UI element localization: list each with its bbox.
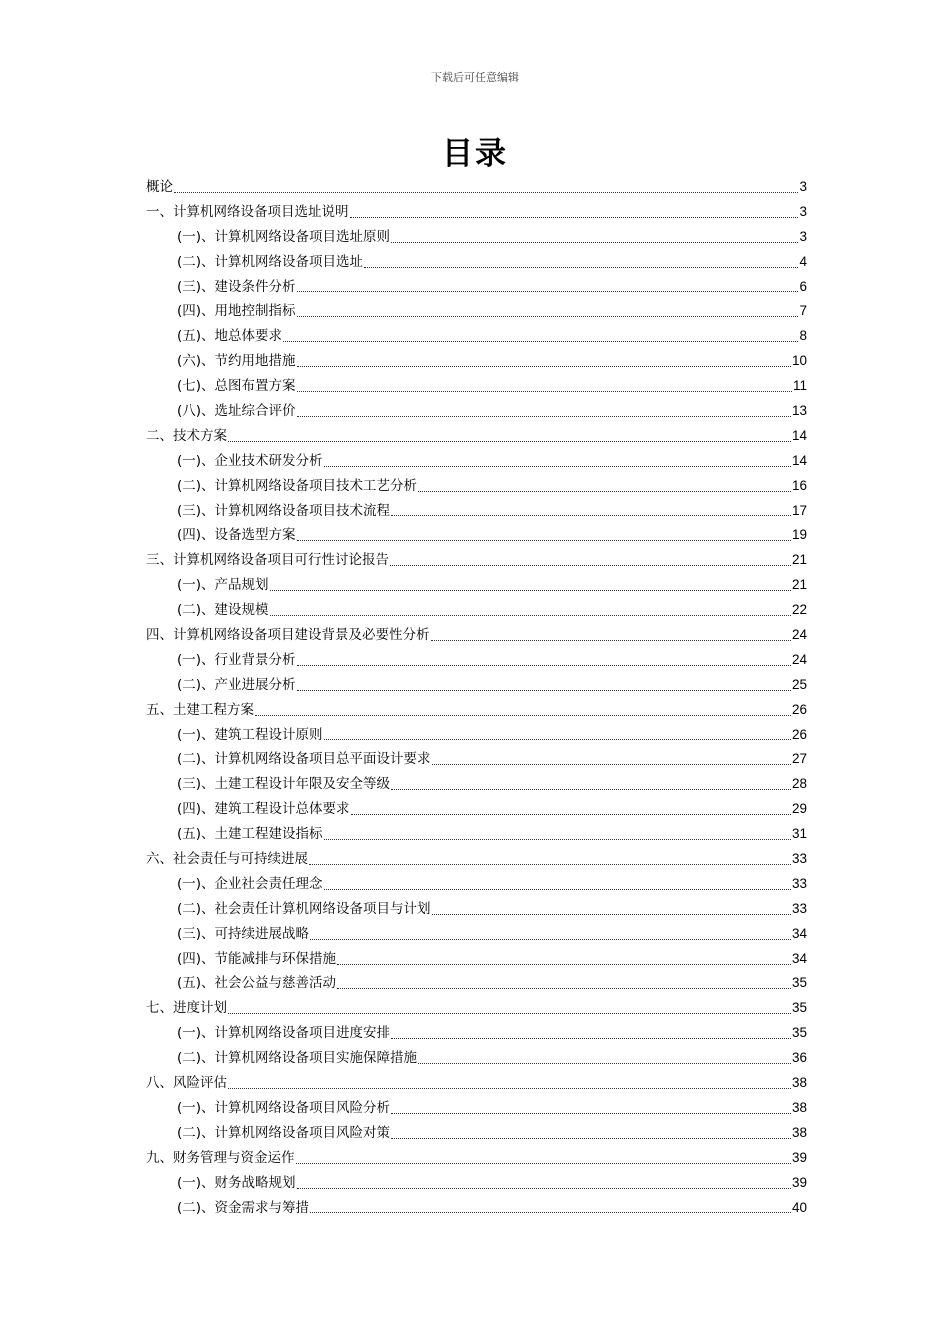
toc-entry-text: (二)、资金需求与筹措 bbox=[177, 1199, 310, 1216]
toc-page-number: 3 bbox=[799, 203, 807, 219]
toc-entry-text: 七、进度计划 bbox=[146, 1000, 227, 1017]
toc-entry-text: (五)、地总体要求 bbox=[177, 328, 283, 345]
toc-dot-leader bbox=[324, 466, 791, 467]
toc-entry[interactable] bbox=[146, 225, 807, 250]
toc-dot-leader bbox=[350, 217, 799, 218]
toc-entry-text: (六)、节约用地措施 bbox=[177, 353, 296, 370]
toc-dot-leader bbox=[296, 1163, 791, 1164]
toc-page-number: 35 bbox=[791, 1025, 807, 1041]
toc-dot-leader bbox=[297, 391, 792, 392]
toc-entry[interactable] bbox=[146, 772, 807, 797]
toc-entry-text: (二)、建设规模 bbox=[177, 602, 269, 619]
toc-entry[interactable] bbox=[146, 872, 807, 897]
toc-entry-text: 三、计算机网络设备项目可行性讨论报告 bbox=[146, 552, 389, 569]
toc-dot-leader bbox=[228, 441, 791, 442]
toc-entry-text: (五)、社会公益与慈善活动 bbox=[177, 975, 337, 992]
toc-dot-leader bbox=[324, 739, 791, 740]
toc-entry-text: 四、计算机网络设备项目建设背景及必要性分析 bbox=[146, 627, 430, 644]
toc-entry[interactable] bbox=[146, 797, 807, 822]
toc-page-number: 39 bbox=[791, 1149, 807, 1165]
toc-entry-text: (一)、计算机网络设备项目风险分析 bbox=[177, 1099, 391, 1116]
toc-page-number: 3 bbox=[799, 228, 807, 244]
toc-page-number: 16 bbox=[791, 477, 807, 493]
toc-page-number: 21 bbox=[791, 552, 807, 568]
toc-page-number: 7 bbox=[799, 303, 807, 319]
toc-page-number: 10 bbox=[791, 353, 807, 369]
toc-dot-leader bbox=[297, 665, 791, 666]
toc-page-number: 19 bbox=[791, 527, 807, 543]
toc-dot-leader bbox=[364, 267, 798, 268]
toc-entry[interactable] bbox=[146, 598, 807, 623]
toc-entry[interactable] bbox=[146, 847, 807, 872]
toc-dot-leader bbox=[297, 540, 791, 541]
toc-entry[interactable] bbox=[146, 1046, 807, 1071]
toc-page-number: 17 bbox=[791, 502, 807, 518]
toc-dot-leader bbox=[324, 889, 791, 890]
toc-page-number: 35 bbox=[791, 975, 807, 991]
toc-page-number: 14 bbox=[791, 427, 807, 443]
toc-page-number: 33 bbox=[791, 875, 807, 891]
toc-page-number: 3 bbox=[799, 178, 807, 194]
toc-dot-leader bbox=[391, 242, 798, 243]
toc-dot-leader bbox=[270, 615, 791, 616]
toc-entry[interactable] bbox=[146, 399, 807, 424]
toc-entry[interactable] bbox=[146, 523, 807, 548]
toc-entry-text: (八)、选址综合评价 bbox=[177, 403, 296, 419]
toc-entry[interactable] bbox=[146, 449, 807, 474]
toc-entry-text: (一)、企业技术研发分析 bbox=[177, 452, 323, 469]
toc-entry[interactable] bbox=[146, 299, 807, 324]
header-note: 下载后可任意编辑 bbox=[431, 71, 519, 84]
toc-page-number: 38 bbox=[791, 1075, 807, 1091]
toc-entry-text: (一)、财务战略规划 bbox=[177, 1174, 296, 1191]
toc-dot-leader bbox=[270, 590, 791, 591]
toc-entry[interactable] bbox=[146, 200, 807, 225]
toc-dot-leader bbox=[324, 839, 791, 840]
toc-entry[interactable] bbox=[146, 1121, 807, 1146]
toc-entry[interactable] bbox=[146, 1096, 807, 1121]
toc-entry-text: (二)、社会责任计算机网络设备项目与计划 bbox=[177, 900, 431, 917]
toc-dot-leader bbox=[297, 316, 799, 317]
toc-entry-text: (四)、节能减排与环保措施 bbox=[177, 950, 337, 967]
toc-entry[interactable] bbox=[146, 573, 807, 598]
toc-dot-leader bbox=[390, 565, 791, 566]
toc-page-number: 11 bbox=[792, 378, 807, 394]
toc-dot-leader bbox=[297, 1188, 791, 1189]
toc-entry-text: (五)、土建工程建设指标 bbox=[177, 826, 323, 843]
toc-entry[interactable] bbox=[146, 673, 807, 698]
toc-dot-leader bbox=[228, 1013, 791, 1014]
toc-page-number: 25 bbox=[791, 676, 807, 692]
toc-entry[interactable] bbox=[146, 972, 807, 997]
toc-entry-text: (二)、计算机网络设备项目技术工艺分析 bbox=[177, 477, 418, 494]
toc-page-number: 36 bbox=[791, 1050, 807, 1066]
toc-entry-text: (三)、土建工程设计年限及安全等级 bbox=[177, 776, 391, 793]
toc-entry-text: (二)、计算机网络设备项目选址 bbox=[177, 253, 364, 270]
toc-entry[interactable] bbox=[146, 623, 807, 648]
toc-dot-leader bbox=[418, 1063, 791, 1064]
toc-page-number: 34 bbox=[791, 925, 807, 941]
toc-page-number: 40 bbox=[791, 1199, 807, 1215]
toc-entry-text: (二)、计算机网络设备项目实施保障措施 bbox=[177, 1050, 418, 1067]
toc-entry-text: (四)、建筑工程设计总体要求 bbox=[177, 801, 350, 818]
toc-dot-leader bbox=[310, 939, 791, 940]
toc-entry[interactable] bbox=[146, 275, 807, 300]
toc-dot-leader bbox=[391, 515, 791, 516]
toc-entry[interactable] bbox=[146, 747, 807, 772]
toc-dot-leader bbox=[391, 1113, 791, 1114]
toc-page-number: 24 bbox=[791, 627, 807, 643]
toc-entry-text: 八、风险评估 bbox=[146, 1075, 227, 1092]
toc-entry[interactable] bbox=[146, 822, 807, 847]
toc-entry-text: 二、技术方案 bbox=[146, 427, 227, 444]
toc-page-number: 39 bbox=[791, 1174, 807, 1190]
toc-entry-text: 五、土建工程方案 bbox=[146, 701, 254, 718]
toc-dot-leader bbox=[391, 1038, 791, 1039]
toc-page-number: 38 bbox=[791, 1099, 807, 1115]
toc-entry[interactable] bbox=[146, 897, 807, 922]
toc-entry[interactable] bbox=[146, 349, 807, 374]
toc-entry[interactable] bbox=[146, 947, 807, 972]
toc-entry[interactable] bbox=[146, 424, 807, 449]
toc-page-number: 34 bbox=[791, 950, 807, 966]
toc-dot-leader bbox=[431, 640, 791, 641]
toc-entry[interactable] bbox=[146, 1021, 807, 1046]
toc-dot-leader bbox=[310, 1212, 791, 1213]
toc-entry[interactable] bbox=[146, 1071, 807, 1096]
toc-entry-text: 九、财务管理与资金运作 bbox=[146, 1149, 295, 1166]
toc-entry-text: (一)、计算机网络设备项目选址原则 bbox=[177, 228, 391, 245]
toc-dot-leader bbox=[174, 192, 798, 193]
toc-dot-leader bbox=[297, 366, 791, 367]
toc-entry[interactable] bbox=[146, 548, 807, 573]
toc-entry-text: (三)、可持续进展战略 bbox=[177, 925, 310, 942]
table-of-contents bbox=[146, 175, 807, 1220]
toc-page-number: 38 bbox=[791, 1124, 807, 1140]
toc-page-number: 28 bbox=[791, 776, 807, 792]
toc-dot-leader bbox=[309, 864, 791, 865]
toc-entry[interactable] bbox=[146, 175, 807, 200]
toc-entry-text: (三)、计算机网络设备项目技术流程 bbox=[177, 502, 391, 519]
toc-page-number: 8 bbox=[799, 328, 807, 344]
toc-dot-leader bbox=[418, 491, 791, 492]
page-title: 目录 bbox=[442, 136, 508, 172]
toc-entry[interactable] bbox=[146, 474, 807, 499]
toc-entry[interactable] bbox=[146, 996, 807, 1021]
toc-page-number: 26 bbox=[791, 726, 807, 742]
toc-entry[interactable] bbox=[146, 324, 807, 349]
toc-dot-leader bbox=[297, 416, 791, 417]
toc-page-number: 21 bbox=[791, 577, 807, 593]
toc-entry-text: (一)、产品规划 bbox=[177, 577, 269, 594]
toc-dot-leader bbox=[351, 814, 791, 815]
toc-entry-text: (三)、建设条件分析 bbox=[177, 278, 296, 295]
toc-entry-text: 一、计算机网络设备项目选址说明 bbox=[146, 203, 349, 220]
toc-entry-text: 概论 bbox=[146, 178, 173, 195]
toc-page-number: 35 bbox=[791, 1000, 807, 1016]
toc-entry[interactable] bbox=[146, 1196, 807, 1221]
toc-page-number: 29 bbox=[791, 801, 807, 817]
toc-entry[interactable] bbox=[146, 698, 807, 723]
toc-dot-leader bbox=[432, 914, 791, 915]
toc-dot-leader bbox=[297, 291, 799, 292]
toc-entry[interactable] bbox=[146, 922, 807, 947]
toc-entry-text: (一)、建筑工程设计原则 bbox=[177, 726, 323, 743]
toc-entry-text: 六、社会责任与可持续进展 bbox=[146, 851, 308, 868]
toc-dot-leader bbox=[391, 1138, 791, 1139]
toc-entry[interactable] bbox=[146, 1171, 807, 1196]
toc-entry-text: (一)、企业社会责任理念 bbox=[177, 875, 323, 892]
toc-entry-text: (一)、计算机网络设备项目进度安排 bbox=[177, 1025, 391, 1042]
toc-dot-leader bbox=[297, 690, 791, 691]
toc-dot-leader bbox=[337, 988, 791, 989]
toc-page-number: 4 bbox=[799, 253, 807, 269]
toc-page-number: 27 bbox=[791, 751, 807, 767]
toc-page-number: 6 bbox=[799, 278, 807, 294]
toc-entry-text: (四)、设备选型方案 bbox=[177, 527, 296, 544]
toc-page-number: 13 bbox=[791, 403, 807, 418]
toc-dot-leader bbox=[432, 764, 791, 765]
toc-page-number: 33 bbox=[791, 851, 807, 867]
toc-entry[interactable] bbox=[146, 1146, 807, 1171]
toc-entry-text: (二)、产业进展分析 bbox=[177, 676, 296, 693]
toc-entry-text: (二)、计算机网络设备项目总平面设计要求 bbox=[177, 751, 431, 768]
toc-page-number: 24 bbox=[791, 651, 807, 667]
toc-dot-leader bbox=[228, 1088, 791, 1089]
toc-entry[interactable] bbox=[146, 499, 807, 524]
toc-page-number: 33 bbox=[791, 900, 807, 916]
toc-entry-text: (七)、总图布置方案 bbox=[177, 378, 296, 395]
toc-page-number: 26 bbox=[791, 701, 807, 717]
toc-page-number: 22 bbox=[791, 602, 807, 618]
toc-entry[interactable] bbox=[146, 648, 807, 673]
toc-entry[interactable] bbox=[146, 723, 807, 748]
toc-entry[interactable] bbox=[146, 250, 807, 275]
toc-page-number: 14 bbox=[791, 452, 807, 468]
toc-entry-text: (四)、用地控制指标 bbox=[177, 303, 296, 320]
toc-entry[interactable] bbox=[146, 374, 807, 399]
toc-page-number: 31 bbox=[791, 826, 807, 842]
toc-entry-text: (一)、行业背景分析 bbox=[177, 651, 296, 668]
toc-dot-leader bbox=[337, 964, 791, 965]
toc-dot-leader bbox=[283, 341, 798, 342]
toc-dot-leader bbox=[255, 715, 791, 716]
toc-entry-text: (二)、计算机网络设备项目风险对策 bbox=[177, 1124, 391, 1141]
toc-dot-leader bbox=[391, 789, 791, 790]
